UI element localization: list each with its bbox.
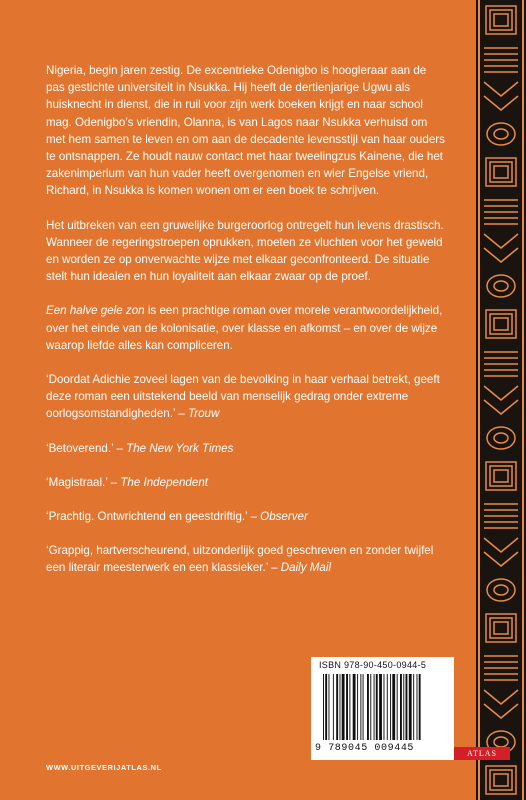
barcode-digits: 9 789045 009445 xyxy=(315,743,415,754)
barcode-panel xyxy=(311,657,454,760)
book-title-italic: Een halve gele zon xyxy=(46,304,145,318)
quote-source: Trouw xyxy=(188,407,220,421)
publisher-logo-text: ATLAS xyxy=(467,749,497,758)
blurb-paragraph-1: Nigeria, begin jaren zestig. De excentrieke Odenigbo is hoogleraar aan de pas gestichte universiteit in Nsukka. Hij heeft de dertienjarige Ugwu als huisknecht in dienst, die in ruil voor zijn werk boeken krijgt en naar school mag. Odenigbo’s vriendin, Olanna, is van Lagos naar Nsukka verhuisd om met hem samen te leven en om aan de decadente levensstijl van haar ouders te ontsnappen. Ze houdt nauw contact met haar tweelingzus Kainene, die het zakenimperium van hun vader heeft overgenomen en wier Engelse vriend, Richard, in Nsukka is komen wonen om er een boek te schrijven. xyxy=(46,64,445,198)
quote-text: ‘Betoverend.’ – xyxy=(46,441,127,455)
quote-text: ‘Doordat Adichie zoveel lagen van de bevolking in haar verhaal betrekt, geeft deze roman een uitstekend beeld van menselijk gedrag onder extreme oorlogsomstandigheden.’ – xyxy=(46,373,440,421)
quote-text: ‘Magistraal.’ – xyxy=(46,475,121,489)
publisher-url: WWW.UITGEVERIJATLAS.NL xyxy=(46,763,162,772)
quote-daily-mail xyxy=(46,542,446,576)
quote-source: The New York Times xyxy=(126,441,234,455)
decorative-border-pattern xyxy=(476,0,526,800)
isbn-label: ISBN 978-90-450-0944-5 xyxy=(319,660,427,670)
quote-trouw xyxy=(46,371,446,423)
blurb-paragraph-2: Het uitbreken van een gruwelijke burgeroorlog ontregelt hun levens drastisch. Wanneer de regeringstroepen oprukken, moeten ze vluchten voor het geweld en worden ze op onverwachte wijze met elkaar geconfronteerd. De situatie stelt hun idealen en hun loyaliteit aan elkaar zwaar op de proef. xyxy=(46,218,444,284)
publisher-logo xyxy=(454,747,510,760)
barcode-icon xyxy=(323,674,443,742)
blurb-paragraph-3 xyxy=(46,302,446,354)
quote-nyt xyxy=(46,440,446,457)
quote-text: ‘Prachtig. Ontwrichtend en geestdriftig.’ – xyxy=(46,510,261,524)
quote-source: The Independent xyxy=(120,475,208,489)
quote-observer xyxy=(46,508,446,525)
quote-independent xyxy=(46,474,446,491)
quote-source: Observer xyxy=(260,510,308,524)
blurb-column xyxy=(46,62,446,594)
blurb-paragraph-3-rest: is een prachtige roman over morele verantwoordelijkheid, over het einde van de kolonisatie, over klasse en afkomst – en over de wijze waarop liefde alles kan compliceren. xyxy=(46,304,443,352)
quote-source: Daily Mail xyxy=(280,561,332,575)
quote-text: ‘Grappig, hartverscheurend, uitzonderlijk goed geschreven en zonder twijfel een literair meesterwerk en een klassieker.’ – xyxy=(46,544,434,575)
